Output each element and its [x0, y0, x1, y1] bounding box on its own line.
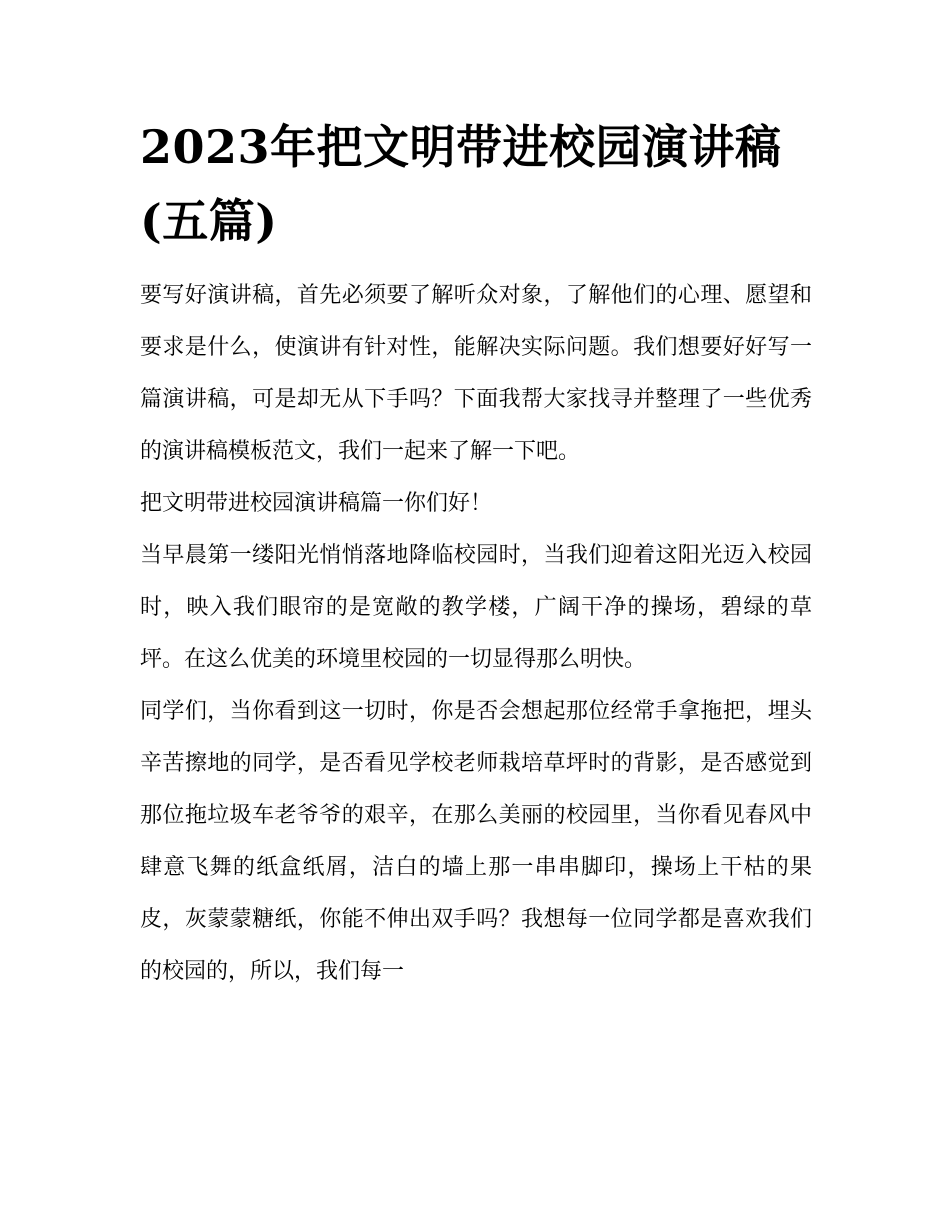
title-spacer	[140, 258, 812, 270]
paragraph-morning-campus: 当早晨第一缕阳光悄悄落地降临校园时，当我们迎着这阳光迈入校园时，映入我们眼帘的是宽敞的教学楼，广阔干净的操场，碧绿的草坪。在这么优美的环境里校园的一切显得那么明快。	[140, 543, 812, 672]
document-title: 2023年把文明带进校园演讲稿(五篇)	[140, 120, 782, 248]
document-body	[140, 110, 812, 998]
paragraph-heading-part-one: 把文明带进校园演讲稿篇一你们好！	[140, 491, 493, 516]
paragraph-classmates: 同学们，当你看到这一切时，你是否会想起那位经常手拿拖把，埋头辛苦擦地的同学，是否看见学校老师栽培草坪时的背影，是否感觉到那位拖垃圾车老爷爷的艰辛，在那么美丽的校园里，当你看见春风中肆意飞舞的纸盒纸屑，洁白的墙上那一串串脚印，操场上干枯的果皮，灰蒙蒙糖纸，你能不伸出双手吗？我想每一位同学都是喜欢我们的校园的，所以，我们每一	[140, 699, 812, 984]
paragraph-intro: 要写好演讲稿，首先必须要了解听众对象，了解他们的心理、愿望和要求是什么，使演讲有针对性，能解决实际问题。我们想要好好写一篇演讲稿，可是却无从下手吗？下面我帮大家找寻并整理了一些优秀的演讲稿模板范文，我们一起来了解一下吧。	[140, 283, 812, 464]
